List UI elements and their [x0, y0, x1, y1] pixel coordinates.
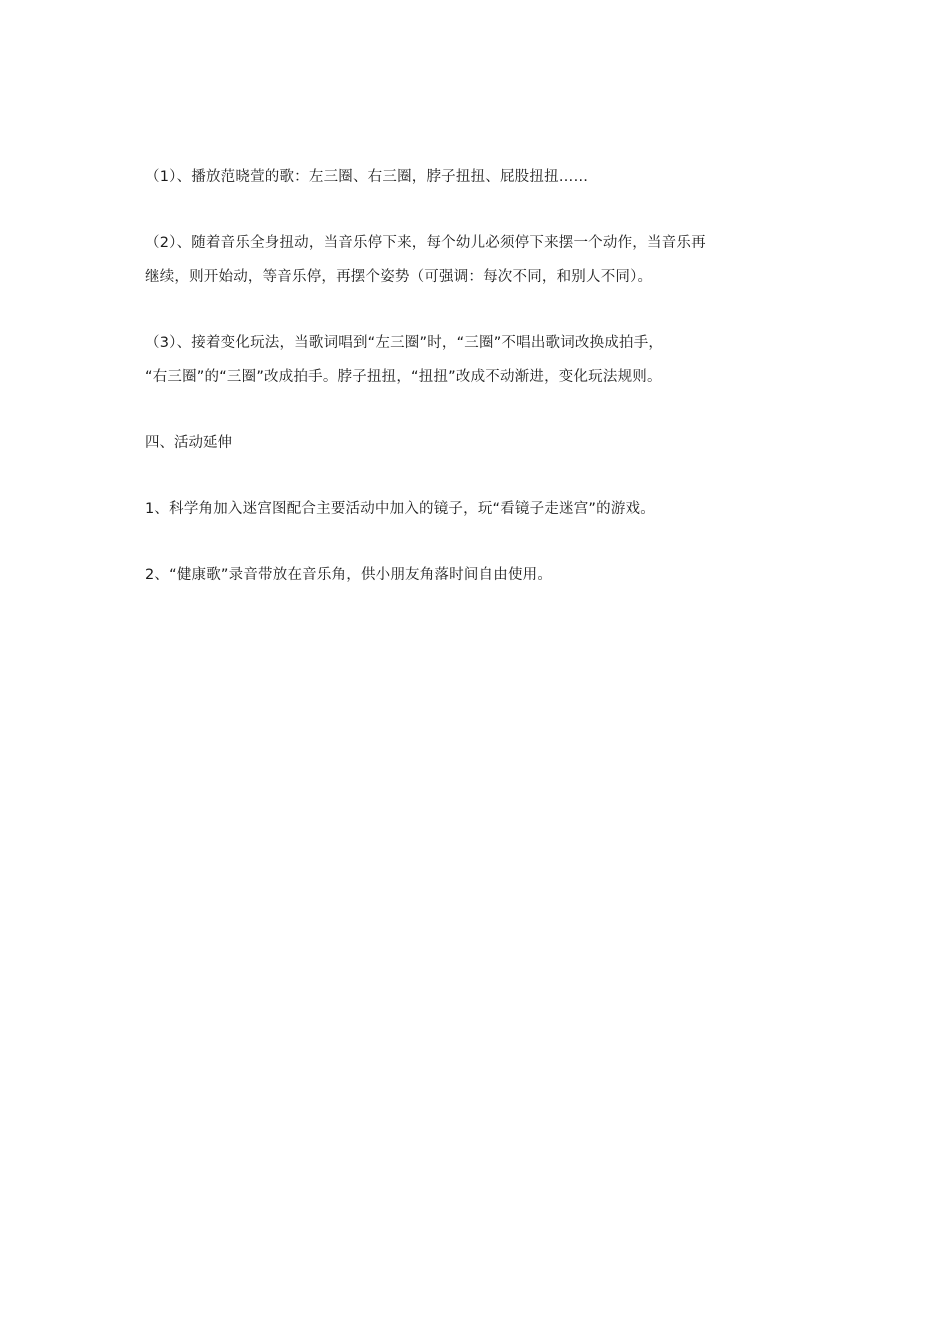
extension-item-2 [145, 558, 805, 592]
text-line: （1）、播放范晓萱的歌：左三圈、右三圈，脖子扭扭、屁股扭扭…… [145, 169, 589, 185]
paragraph-step-1 [145, 160, 805, 194]
text-line: “右三圈”的“三圈”改成拍手。脖子扭扭，“扭扭”改成不动渐进，变化玩法规则。 [145, 369, 662, 385]
text-line: （3）、接着变化玩法，当歌词唱到“左三圈”时，“三圈”不唱出歌词改换成拍手， [145, 335, 664, 351]
paragraph-step-3 [145, 326, 805, 394]
text-line: 1、科学角加入迷宫图配合主要活动中加入的镜子，玩“看镜子走迷宫”的游戏。 [145, 501, 655, 517]
text-line: 2、“健康歌”录音带放在音乐角，供小朋友角落时间自由使用。 [145, 567, 553, 583]
document-body [145, 160, 805, 624]
text-line: （2）、随着音乐全身扭动，当音乐停下来，每个幼儿必须停下来摆一个动作，当音乐再 [145, 235, 706, 251]
text-line: 继续，则开始动，等音乐停，再摆个姿势（可强调：每次不同，和别人不同）。 [145, 269, 653, 285]
extension-item-1 [145, 492, 805, 526]
paragraph-step-2 [145, 226, 805, 294]
section-heading: 四、活动延伸 [145, 435, 232, 451]
